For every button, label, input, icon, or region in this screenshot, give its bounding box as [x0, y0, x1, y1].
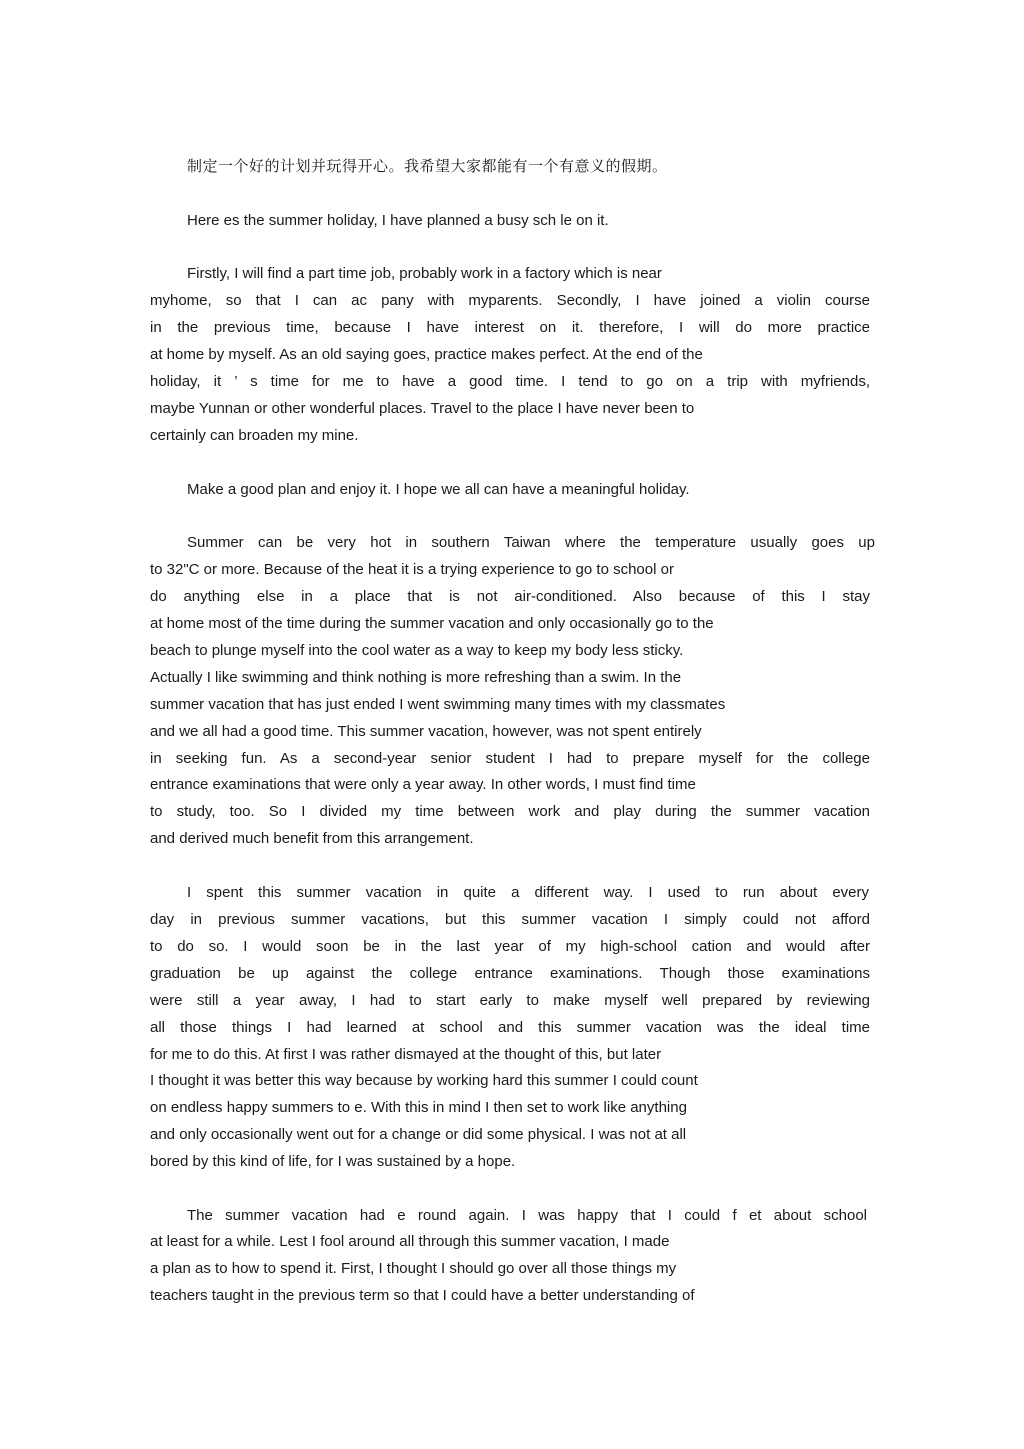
text-line: Summer can be very hot in southern Taiwan where the temperature usually goes up — [187, 534, 875, 551]
text-line: were still a year away, I had to start early to make myself well prepared by reviewing — [150, 992, 870, 1009]
text-line: bored by this kind of life, for I was sustained by a hope. — [150, 1153, 516, 1170]
text-line-chinese-intro: 制定一个好的计划并玩得开心。我希望大家都能有一个有意义的假期。 — [187, 157, 668, 175]
text-line: day in previous summer vacations, but this summer vacation I simply could not afford — [150, 911, 870, 928]
text-line: beach to plunge myself into the cool water as a way to keep my body less sticky. — [150, 642, 684, 659]
text-line: myhome, so that I can ac pany with myparents. Secondly, I have joined a violin course — [150, 292, 870, 309]
text-line: to do so. I would soon be in the last year of my high-school cation and would after — [150, 938, 870, 955]
text-line: graduation be up against the college entrance examinations. Though those examinations — [150, 965, 870, 982]
text-line: and only occasionally went out for a change or did some physical. I was not at all — [150, 1126, 687, 1143]
text-line: at home most of the time during the summer vacation and only occasionally go to the — [150, 615, 714, 632]
text-line: a plan as to how to spend it. First, I thought I should go over all those things my — [150, 1260, 677, 1277]
text-line: in seeking fun. As a second-year senior student I had to prepare myself for the college — [150, 750, 870, 767]
text-line: teachers taught in the previous term so that I could have a better understanding of — [150, 1287, 695, 1304]
text-line: and derived much benefit from this arrangement. — [150, 830, 474, 847]
text-line: The summer vacation had e round again. I was happy that I could f et about school — [187, 1207, 867, 1224]
text-line: in the previous time, because I have interest on it. therefore, I will do more practice — [150, 319, 870, 336]
text-line: for me to do this. At first I was rather dismayed at the thought of this, but later — [150, 1046, 662, 1063]
text-line: maybe Yunnan or other wonderful places. Travel to the place I have never been to — [150, 400, 695, 417]
text-line: Actually I like swimming and think nothing is more refreshing than a swim. In the — [150, 669, 682, 686]
text-line: holiday, it ’ s time for me to have a good time. I tend to go on a trip with myfriends, — [150, 373, 870, 390]
text-line: and we all had a good time. This summer vacation, however, was not spent entirely — [150, 723, 702, 740]
text-line: Here es the summer holiday, I have planned a busy sch le on it. — [187, 212, 609, 229]
text-line: do anything else in a place that is not air-conditioned. Also because of this I stay — [150, 588, 870, 605]
text-line: to 32"C or more. Because of the heat it is a trying experience to go to school or — [150, 561, 674, 578]
text-line: all those things I had learned at school and this summer vacation was the ideal time — [150, 1019, 870, 1036]
text-line: I thought it was better this way because by working hard this summer I could count — [150, 1072, 698, 1089]
text-line: to study, too. So I divided my time between work and play during the summer vacation — [150, 803, 870, 820]
text-line: certainly can broaden my mine. — [150, 427, 359, 444]
text-line: Make a good plan and enjoy it. I hope we all can have a meaningful holiday. — [187, 481, 690, 498]
text-line: at least for a while. Lest I fool around all through this summer vacation, I made — [150, 1233, 670, 1250]
text-line: on endless happy summers to e. With this in mind I then set to work like anything — [150, 1099, 687, 1116]
text-line: at home by myself. As an old saying goes, practice makes perfect. At the end of the — [150, 346, 703, 363]
text-line: entrance examinations that were only a year away. In other words, I must find time — [150, 776, 696, 793]
text-line: I spent this summer vacation in quite a different way. I used to run about every — [187, 884, 869, 901]
text-line: summer vacation that has just ended I went swimming many times with my classmates — [150, 696, 726, 713]
text-line: Firstly, I will find a part time job, probably work in a factory which is near — [187, 265, 662, 282]
